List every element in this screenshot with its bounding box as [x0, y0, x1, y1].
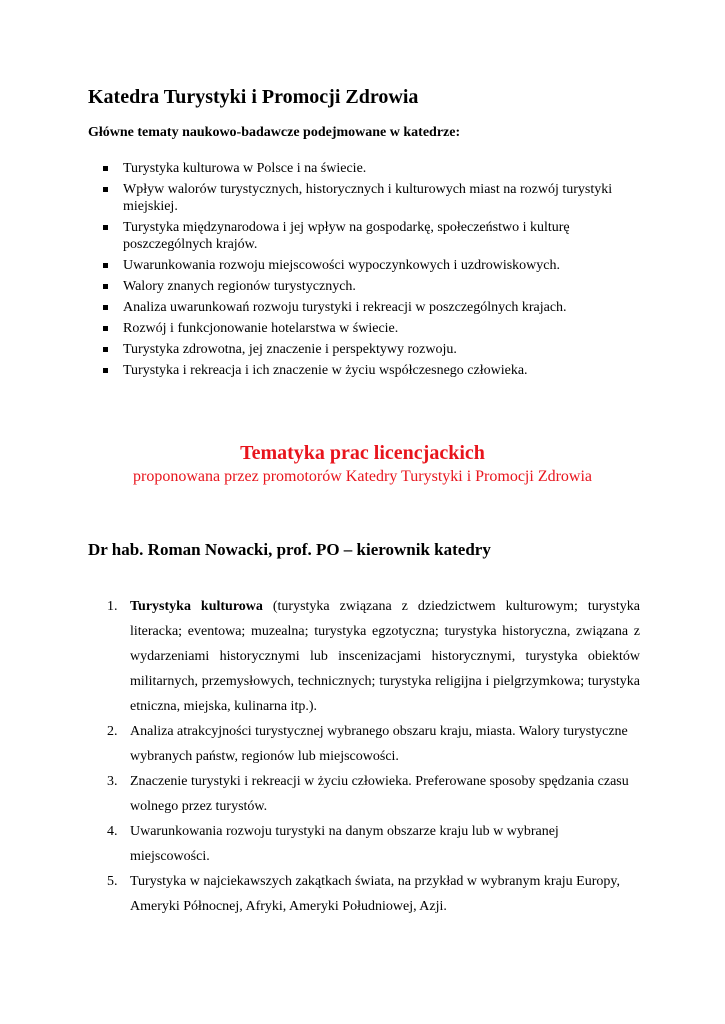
- research-topics-heading: Główne tematy naukowo-badawcze podejmowane w katedrze:: [88, 125, 461, 140]
- list-item: [0, 278, 725, 295]
- bullet-square-icon: [103, 166, 108, 171]
- supervisor-heading: Dr hab. Roman Nowacki, prof. PO – kierownik katedry: [88, 540, 491, 559]
- list-item-text: (turystyka związana z dziedzictwem kulturowym; turystyka literacka; eventowa; muzealna; turystyka egzotyczna; turystyka historyczna, związana z wydarzeniami historycznymi lub inscenizacjami historycznymi, turystyka obiektów militarnych, przemysłowych, technicznych; turystyka religijna i pielgrzymkowa; turystyka etniczna, miejska, kulinarna itp.).: [130, 599, 640, 714]
- list-item: [0, 869, 725, 919]
- list-item-text: Turystyka międzynarodowa i jej wpływ na gospodarkę, społeczeństwo i kulturę poszczególnych krajów.: [123, 220, 570, 252]
- list-item-text: Turystyka zdrowotna, jej znaczenie i perspektywy rozwoju.: [123, 342, 457, 357]
- list-item: [0, 160, 725, 177]
- list-item: [0, 219, 725, 253]
- bullet-square-icon: [103, 225, 108, 230]
- research-topics-list: [0, 160, 725, 383]
- bullet-square-icon: [103, 347, 108, 352]
- bullet-square-icon: [103, 187, 108, 192]
- list-item-text: Uwarunkowania rozwoju miejscowości wypoczynkowych i uzdrowiskowych.: [123, 258, 561, 273]
- list-item: [0, 594, 725, 719]
- list-item: [0, 299, 725, 316]
- list-item-text: Analiza uwarunkowań rozwoju turystyki i rekreacji w poszczególnych krajach.: [123, 300, 567, 315]
- bullet-square-icon: [103, 326, 108, 331]
- list-item: [0, 320, 725, 337]
- list-item-text: Analiza atrakcyjności turystycznej wybranego obszaru kraju, miasta. Walory turystyczne wybranych państw, regionów lub miejscowości.: [130, 724, 628, 764]
- list-item-number: 2.: [107, 724, 118, 739]
- bullet-square-icon: [103, 305, 108, 310]
- list-item-text: Wpływ walorów turystycznych, historycznych i kulturowych miast na rozwój turystyki miejskiej.: [123, 182, 613, 214]
- list-item-number: 1.: [107, 599, 118, 614]
- list-item: [0, 341, 725, 358]
- bullet-square-icon: [103, 368, 108, 373]
- list-item: [0, 362, 725, 379]
- list-item-text: Znaczenie turystyki i rekreacji w życiu człowieka. Preferowane sposoby spędzania czasu wolnego przez turystów.: [130, 774, 629, 814]
- bullet-square-icon: [103, 263, 108, 268]
- department-heading: Katedra Turystyki i Promocji Zdrowia: [88, 86, 419, 108]
- list-item: [0, 719, 725, 769]
- list-item: [0, 181, 725, 215]
- thesis-topics-list: [0, 594, 725, 919]
- list-item: [0, 819, 725, 869]
- list-item-number: 4.: [107, 824, 118, 839]
- list-item-number: 3.: [107, 774, 118, 789]
- list-item-number: 5.: [107, 874, 118, 889]
- list-item-text: Walory znanych regionów turystycznych.: [123, 279, 356, 294]
- thesis-section-title: Tematyka prac licencjackich: [240, 442, 485, 464]
- list-item-bold-text: Turystyka kulturowa: [130, 599, 263, 614]
- thesis-section-subtitle: proponowana przez promotorów Katedry Turystyki i Promocji Zdrowia: [132, 468, 593, 485]
- list-item-text: Turystyka i rekreacja i ich znaczenie w życiu współczesnego człowieka.: [123, 363, 528, 378]
- list-item-text: Turystyka w najciekawszych zakątkach świata, na przykład w wybranym kraju Europy, Ameryki Północnej, Afryki, Ameryki Południowej, Azji.: [130, 874, 620, 914]
- bullet-square-icon: [103, 284, 108, 289]
- list-item-text: Rozwój i funkcjonowanie hotelarstwa w świecie.: [123, 321, 399, 336]
- list-item: [0, 257, 725, 274]
- list-item-text: Turystyka kulturowa w Polsce i na świecie.: [123, 161, 367, 176]
- list-item-text: Uwarunkowania rozwoju turystyki na danym obszarze kraju lub w wybranej miejscowości.: [130, 824, 559, 864]
- list-item: [0, 769, 725, 819]
